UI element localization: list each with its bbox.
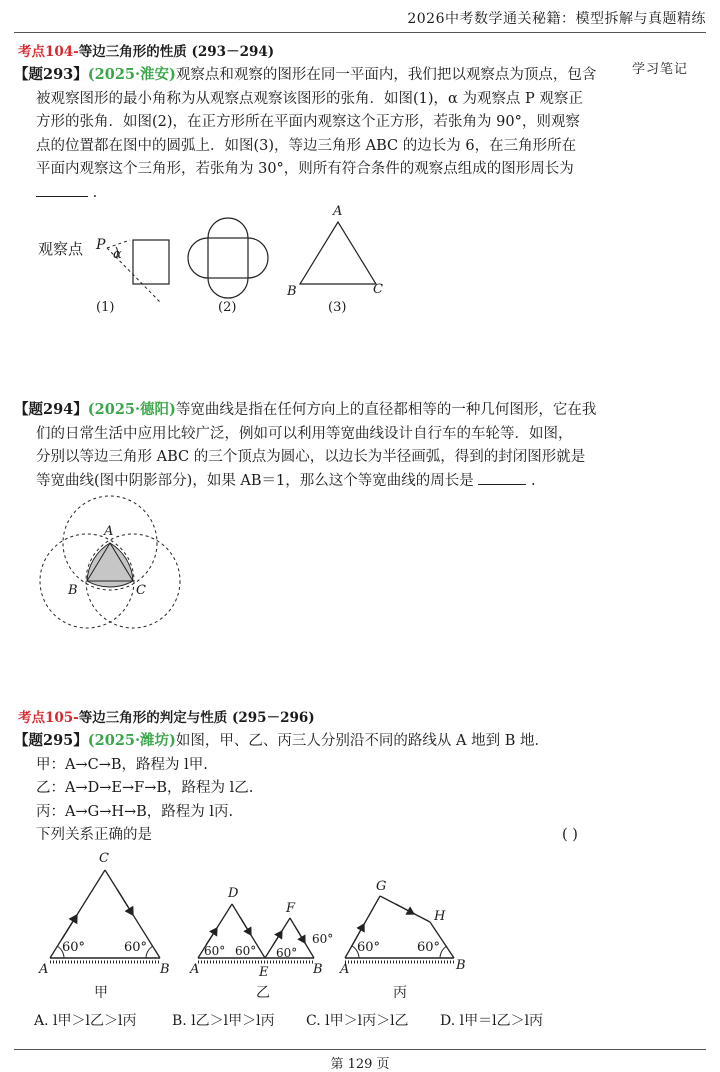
study-notes-label: 学习笔记 <box>632 62 689 77</box>
vertex-label: B <box>456 958 466 973</box>
angle-value: 60° <box>312 932 334 946</box>
direction-arrow <box>296 928 305 943</box>
angle-arc <box>146 946 153 958</box>
angle-value: 60° <box>276 946 298 960</box>
vertex-label: A <box>333 204 343 219</box>
answer-blank <box>36 182 88 197</box>
vertex-label: H <box>434 909 446 924</box>
arc-left <box>188 238 208 278</box>
angle-label: α <box>113 247 122 262</box>
vertex-label: A <box>104 524 114 539</box>
section-code: 考点104- <box>18 44 79 60</box>
vertex-label: A <box>39 962 49 977</box>
question-294 <box>14 398 597 493</box>
question-tag: 【题295】 <box>14 732 88 749</box>
angle-value: 60° <box>357 940 381 955</box>
question-text: 等宽曲线(图中阴影部分)，如果 AB＝1，那么这个等宽曲线的周长是 <box>36 472 474 489</box>
question-text: 平面内观察这个三角形，若张角为 30°，则所有符合条件的观察点组成的图形周长为 <box>36 161 574 177</box>
angle-value: 60° <box>235 944 257 958</box>
question-source: (2025·德阳) <box>87 401 176 418</box>
route-text: 甲：A→C→B，路程为 l甲. <box>36 756 208 773</box>
direction-arrow <box>117 889 133 915</box>
vertex-label: B <box>313 962 323 977</box>
option-d[interactable]: D. l甲＝l乙＞l丙 <box>440 1013 544 1029</box>
question-tag: 【题294】 <box>14 401 88 418</box>
vertex-label: F <box>286 901 296 916</box>
angle-value: 60° <box>417 940 441 955</box>
direction-arrow <box>240 917 251 935</box>
direction-arrow <box>62 915 77 939</box>
equilateral-triangle <box>300 222 376 284</box>
vertex-label: B <box>160 962 170 977</box>
figure-294 <box>30 488 190 638</box>
vertex-label: C <box>373 282 383 297</box>
angle-value: 60° <box>62 940 86 955</box>
option-b[interactable]: B. l乙＞l甲＞l丙 <box>172 1013 275 1029</box>
question-text: 被观察图形的最小角称为从观察点观察该图形的张角．如图(1)，α 为观察点 P 观察正 <box>36 90 583 107</box>
question-text: 下列关系正确的是 <box>36 827 152 843</box>
section-code: 考点105- <box>18 710 79 726</box>
question-293 <box>14 63 597 205</box>
vertex-label: A <box>190 962 200 977</box>
direction-arrow <box>396 904 414 914</box>
question-295 <box>14 729 582 848</box>
direction-arrow <box>206 928 217 945</box>
vertex-label: C <box>136 583 146 598</box>
vertex-label: G <box>376 879 387 894</box>
square-shape <box>133 240 169 284</box>
angle-value: 60° <box>124 940 148 955</box>
route-text: 乙：A→D→E→F→B，路程为 l乙. <box>36 780 254 796</box>
angle-value: 60° <box>204 944 226 958</box>
figure-caption: (3) <box>328 300 347 315</box>
header-divider <box>14 32 706 33</box>
arc-top <box>208 218 248 238</box>
figure-caption: 丙 <box>393 985 407 1001</box>
question-tag: 【题293】 <box>14 66 88 83</box>
option-a[interactable]: A. l甲＞l乙＞l丙 <box>34 1013 137 1029</box>
question-text: . <box>92 184 98 201</box>
question-text: 点的位置都在图中的圆弧上．如图(3)，等边三角形 ABC 的边长为 6，在三角形所在 <box>36 137 577 154</box>
reuleaux-shaded <box>87 543 133 587</box>
figure-295 <box>40 860 480 980</box>
answer-paren: ( ) <box>562 827 578 843</box>
arc-right <box>248 238 268 278</box>
answer-blank <box>478 470 526 485</box>
question-text: 观察点和观察的图形在同一平面内，我们把以观察点为顶点，包含 <box>175 67 597 83</box>
question-text: 如图，甲、乙、丙三人分别沿不同的路线从 A 地到 B 地． <box>175 733 549 749</box>
figure-caption: 甲 <box>94 985 108 1001</box>
footer-divider <box>14 1049 706 1050</box>
vertex-label: B <box>287 284 297 299</box>
vertex-label: B <box>68 583 78 598</box>
vertex-label: C <box>99 851 109 866</box>
question-text: . <box>531 472 536 489</box>
figure-caption: (1) <box>96 300 115 315</box>
direction-arrow <box>273 931 282 945</box>
section-title: 等边三角形的性质 (293－294) <box>78 44 275 60</box>
vertex-label: E <box>259 965 269 980</box>
vertex-label: A <box>340 962 350 977</box>
figure-caption: 乙 <box>256 985 270 1001</box>
section-title: 等边三角形的判定与性质 (295－296) <box>78 710 315 726</box>
route-text: 丙：A→G→H→B，路程为 l丙. <box>36 803 234 820</box>
question-text: 方形的张角．如图(2)，在正方形所在平面内观察这个正方形，若张角为 90°，则观察 <box>36 114 580 130</box>
page-number: 第 129 页 <box>330 1057 390 1072</box>
option-c[interactable]: C. l甲＞l丙＞l乙 <box>306 1013 409 1029</box>
point-label: P <box>96 237 106 253</box>
question-source: (2025·潍坊) <box>87 732 176 749</box>
section-105-heading <box>18 706 315 726</box>
square-shape <box>208 238 248 278</box>
question-source: (2025·淮安) <box>87 66 176 83</box>
question-text: 们的日常生活中应用比较广泛，例如可以利用等宽曲线设计自行车的车轮等．如图， <box>36 425 573 442</box>
section-104-heading <box>18 40 274 60</box>
angle-arc <box>440 946 447 958</box>
vertex-label: D <box>228 886 239 901</box>
arc-bottom <box>208 278 248 298</box>
figure-caption: (2) <box>218 300 237 315</box>
header-title: 2026中考数学通关秘籍：模型拆解与真题精练 <box>407 11 706 27</box>
observer-label: 观察点 <box>38 240 84 258</box>
question-text: 等宽曲线是指在任何方向上的直径都相等的一种几何图形，它在我 <box>175 402 597 418</box>
question-text: 分别以等边三角形 ABC 的三个顶点为圆心，以边长为半径画弧，得到的封闭图形就是 <box>36 449 586 465</box>
